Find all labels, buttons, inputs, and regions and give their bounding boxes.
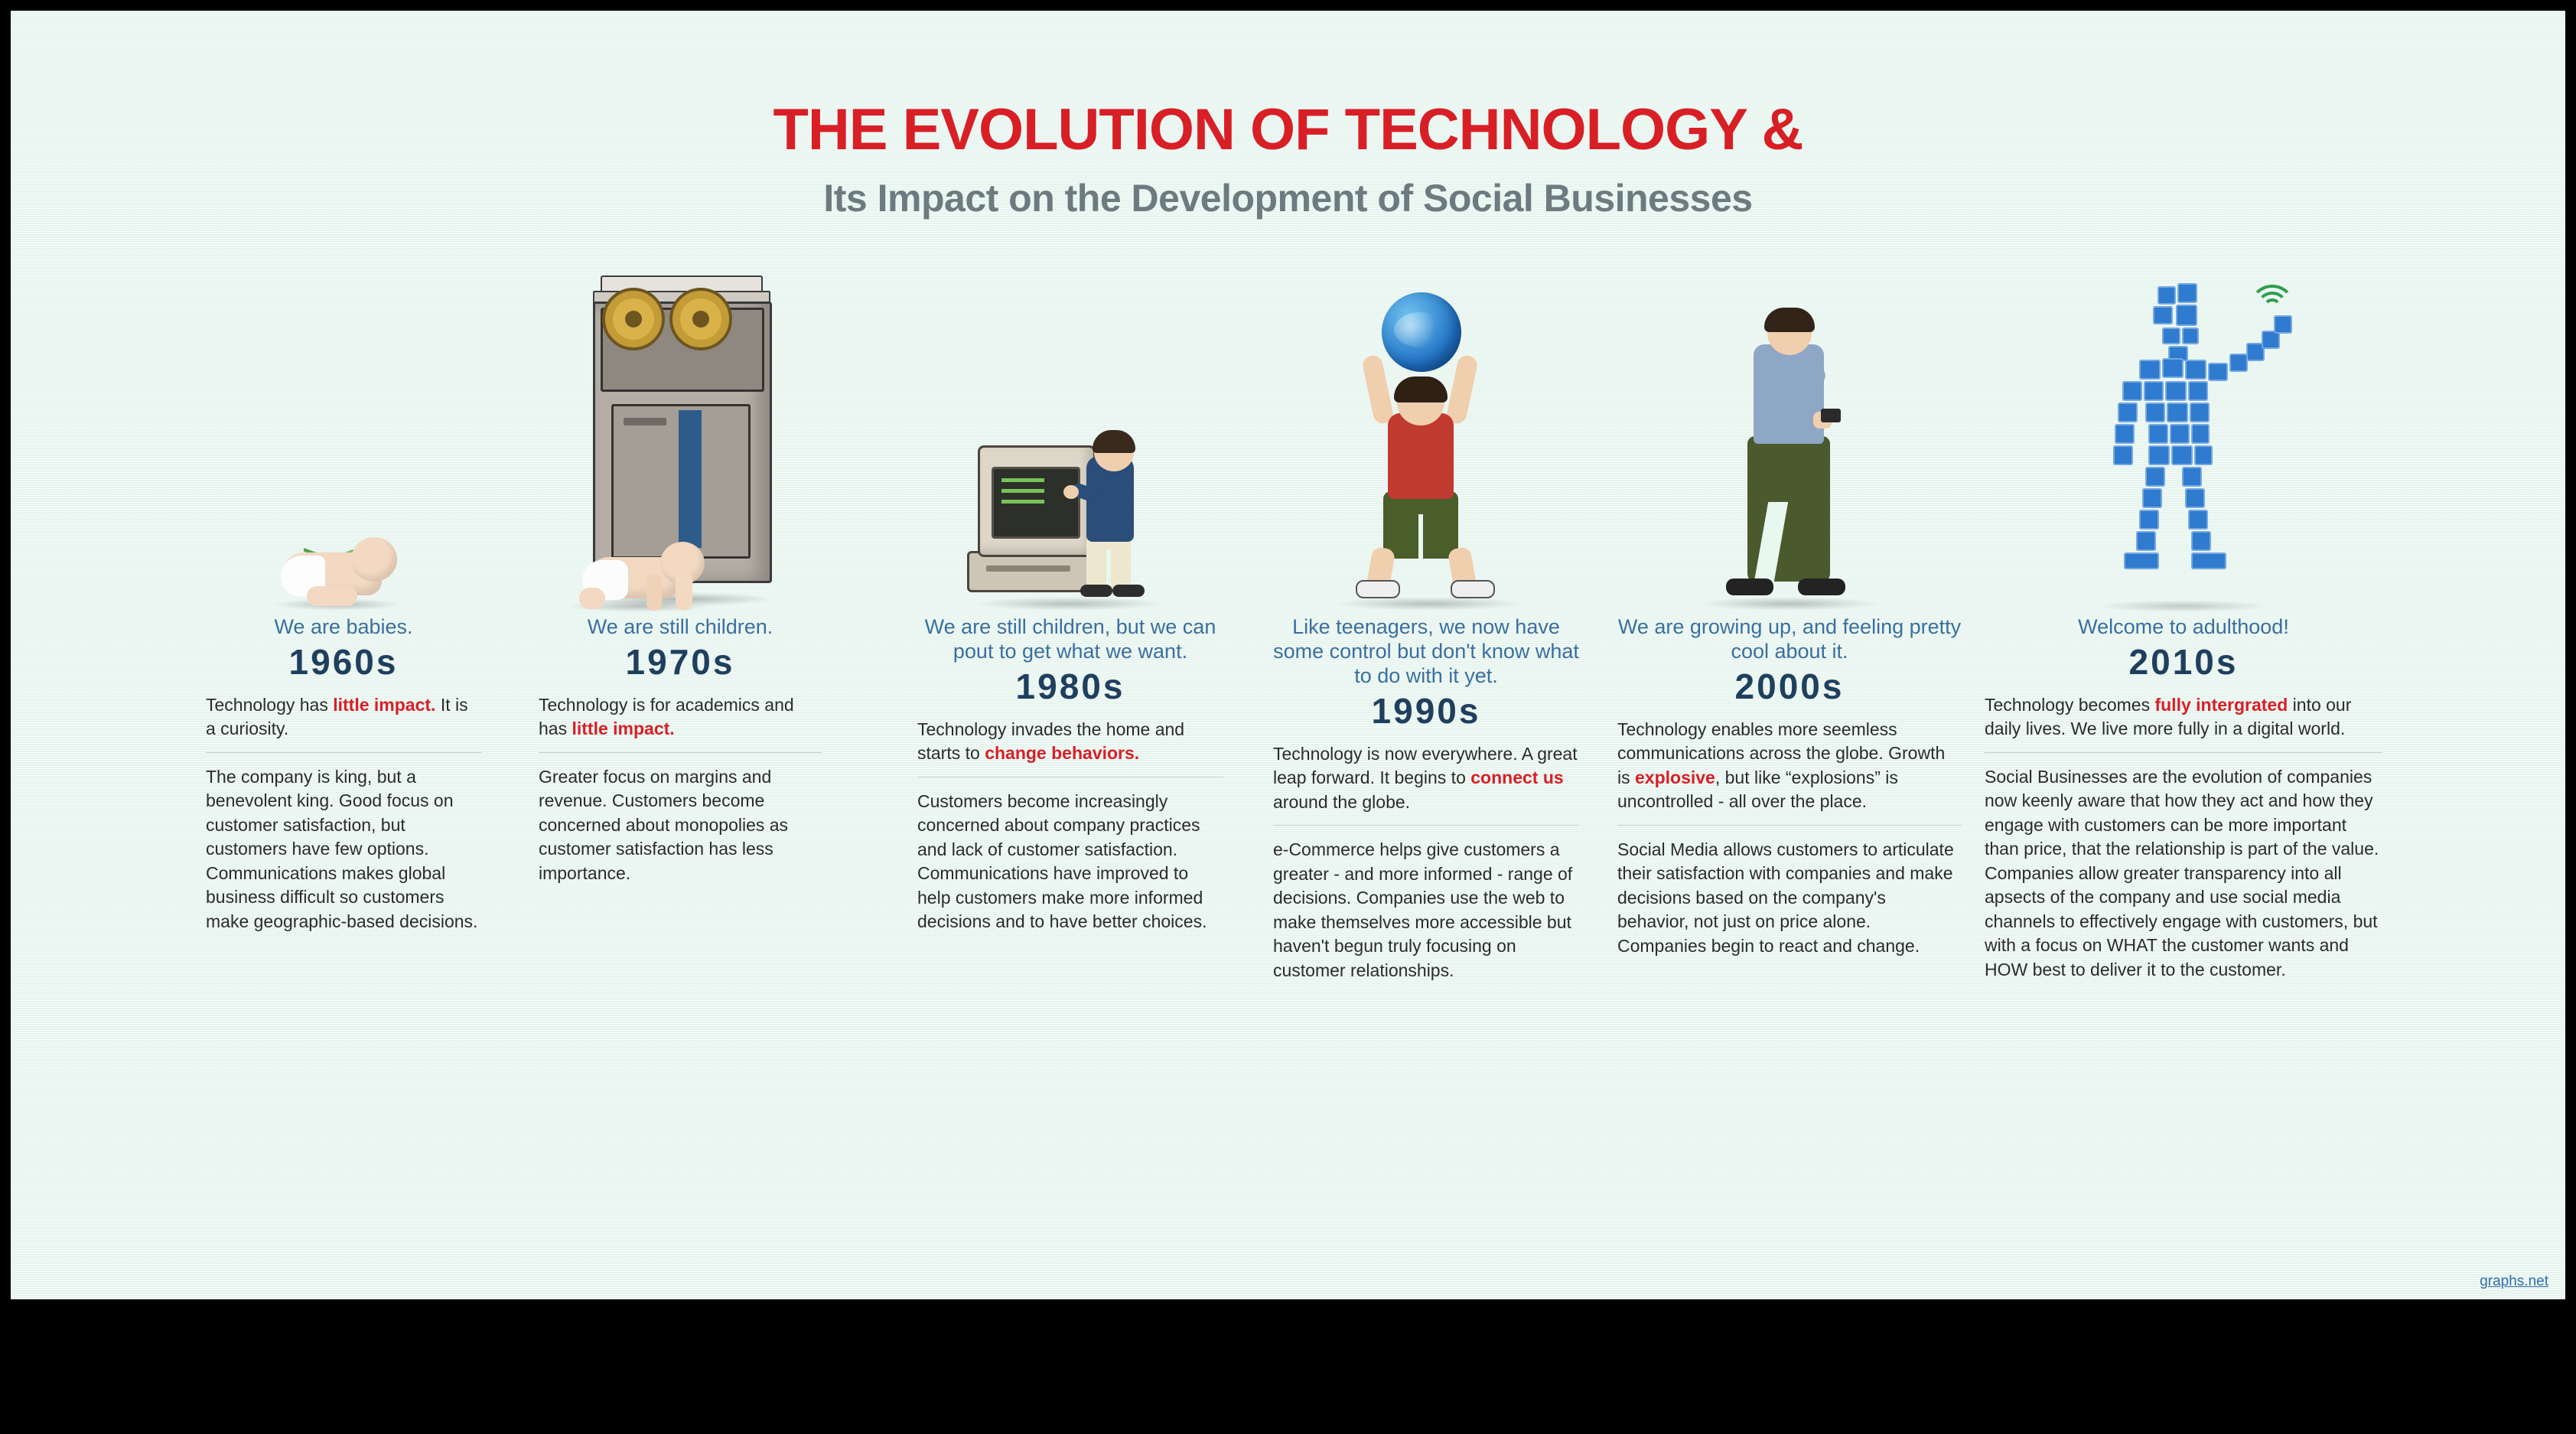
mainframe-slot — [624, 418, 666, 425]
title-block — [11, 11, 2565, 220]
summary-pre: Technology enables more seemless communications across the globe. Growth is — [1617, 719, 1946, 787]
timeline-column-2010s — [1985, 286, 2382, 989]
divider — [1985, 752, 2382, 753]
page-title: THE EVOLUTION OF TECHNOLOGY & — [773, 97, 1803, 162]
adult-shoe-left — [1726, 578, 1773, 595]
summary-pre: Technology is now everywhere. A great leap forward. It begins to — [1273, 743, 1578, 788]
tape-reel-right-icon — [669, 288, 732, 350]
summary-paragraph — [206, 693, 481, 741]
column-heading: Welcome to adulthood! — [2078, 615, 2289, 638]
summary-highlight: little impact. — [333, 694, 436, 715]
detail-paragraph: Greater focus on margins and revenue. Customers become concerned about monopolies as customer satisfaction has less importance. — [539, 766, 789, 883]
divider — [1617, 825, 1962, 826]
summary-post: It is a curiosity. — [206, 694, 468, 739]
timeline-column-1960s — [206, 286, 481, 941]
divider — [539, 752, 822, 753]
summary-pre: Technology has — [206, 694, 334, 715]
teen-shorts — [1383, 491, 1458, 559]
illustration-digital-human — [1985, 286, 2382, 615]
summary-highlight: change behaviors. — [985, 743, 1140, 764]
teen-hair — [1394, 376, 1448, 402]
crawling-child-icon — [561, 523, 721, 615]
boy-pants — [1086, 536, 1131, 589]
mobile-phone-icon — [1821, 409, 1841, 422]
shadow — [2096, 600, 2272, 612]
divider — [1273, 825, 1579, 826]
tape-reel-left-icon — [602, 288, 665, 350]
column-heading: We are growing up, and feeling pretty cool about it. — [1617, 615, 1962, 663]
detail-paragraph: Social Businesses are the evolution of companies now keenly aware that how they act and how they engage with customers can be more important than price, that the relationship is part of the value. Companies allow greater transparency into all apsects of the company and use social media channels to effectively engage with customers, but with a focus on WHAT the customer wants and HOW best to deliver it to the customer. — [1985, 766, 2379, 979]
column-heading: We are babies. — [274, 615, 413, 638]
summary-highlight: fully intergrated — [2154, 694, 2288, 715]
timeline-column-1970s — [539, 286, 822, 893]
shadow — [1333, 597, 1524, 611]
column-heading: Like teenagers, we now have some control but don't know what to do with it yet. — [1273, 615, 1579, 687]
summary-post: , but like “explosions” is uncontrolled - all over the place. — [1617, 767, 1898, 812]
shadow — [1697, 597, 1881, 611]
decade-label: 2010s — [2128, 641, 2239, 682]
detail-paragraph: Customers become increasingly concerned about company practices and lack of customer satisfaction. Communications have improved to help customers make more informed decisions and to have better choices. — [917, 790, 1207, 932]
summary-post: around the globe. — [1273, 791, 1411, 812]
illustration-mainframe-and-child — [539, 286, 822, 615]
teen-torso — [1388, 413, 1454, 499]
illustration-teen-holding-globe — [1273, 286, 1579, 615]
shadow — [973, 597, 1164, 611]
teen-shoe-left — [1356, 580, 1400, 598]
source-credit-link[interactable]: graphs.net — [2480, 1273, 2548, 1289]
illustration-baby-on-grass — [206, 286, 481, 615]
summary-paragraph — [917, 718, 1223, 766]
summary-paragraph — [1617, 718, 1962, 814]
divider — [206, 752, 481, 753]
summary-post: into our daily lives. We live more fully in a digital world. — [1985, 694, 2352, 739]
child-arm-back — [646, 574, 662, 611]
summary-highlight: explosive — [1635, 767, 1715, 787]
detail-paragraph: The company is king, but a benevolent king. Good focus on customer satisfaction, but customers have few options. Communications makes global business difficult so customers make geographic-based decisions. — [206, 766, 478, 931]
adult-pants — [1747, 436, 1830, 582]
illustration-boy-with-computer — [917, 286, 1223, 615]
decade-label: 1990s — [1371, 690, 1481, 731]
child-arm-front — [676, 571, 692, 611]
child-leg — [579, 588, 605, 609]
summary-highlight: connect us — [1470, 768, 1564, 788]
illustration-adult-with-phone — [1617, 286, 1962, 615]
adult-hair — [1764, 308, 1815, 332]
summary-pre: Technology invades the home and starts to — [917, 719, 1185, 764]
detail-paragraph: e-Commerce helps give customers a greater - and more informed - range of decisions. Companies use the web to make themselves more accessible but haven't begun truly focusing on customer relationships. — [1273, 839, 1573, 980]
timeline-columns — [11, 286, 2565, 1204]
summary-pre: Technology is for academics and has — [539, 694, 794, 739]
decade-label: 1970s — [625, 641, 735, 682]
teen-arm-left — [1361, 354, 1395, 425]
decade-label: 1960s — [288, 641, 399, 682]
boy-hand — [1063, 485, 1079, 499]
teen-arm-right — [1445, 354, 1479, 425]
timeline-column-1990s — [1273, 286, 1579, 990]
summary-pre: Technology becomes — [1985, 694, 2155, 715]
globe-icon — [1382, 292, 1461, 372]
boy-shoe-right — [1112, 585, 1145, 597]
teen-shoe-right — [1451, 580, 1495, 598]
baby-head — [351, 537, 397, 582]
summary-highlight: little impact. — [572, 719, 675, 739]
baby-leg — [307, 586, 357, 606]
timeline-column-1980s — [917, 286, 1223, 942]
wifi-icon — [2251, 285, 2294, 315]
summary-paragraph — [539, 693, 822, 741]
timeline-column-2000s — [1617, 286, 1962, 966]
adult-shoe-right — [1798, 578, 1845, 595]
computer-screen — [992, 467, 1080, 539]
page-subtitle: Its Impact on the Development of Social Businesses — [823, 177, 1753, 220]
column-heading: We are still children, but we can pout to get what we want. — [924, 615, 1216, 663]
decade-label: 1980s — [1015, 666, 1125, 706]
boy-shoe-left — [1080, 585, 1112, 597]
column-heading: We are still children. — [587, 615, 773, 638]
infographic-poster — [11, 11, 2565, 1299]
summary-paragraph — [1985, 693, 2382, 741]
detail-paragraph: Social Media allows customers to articulate their satisfaction with companies and make decisions based on the company's behavior, not just on price alone. Companies begin to react and change. — [1617, 839, 1954, 956]
social-icon-human-figure — [2069, 280, 2298, 601]
summary-paragraph — [1273, 742, 1579, 815]
decade-label: 2000s — [1734, 666, 1845, 706]
boy-hair — [1093, 430, 1135, 453]
